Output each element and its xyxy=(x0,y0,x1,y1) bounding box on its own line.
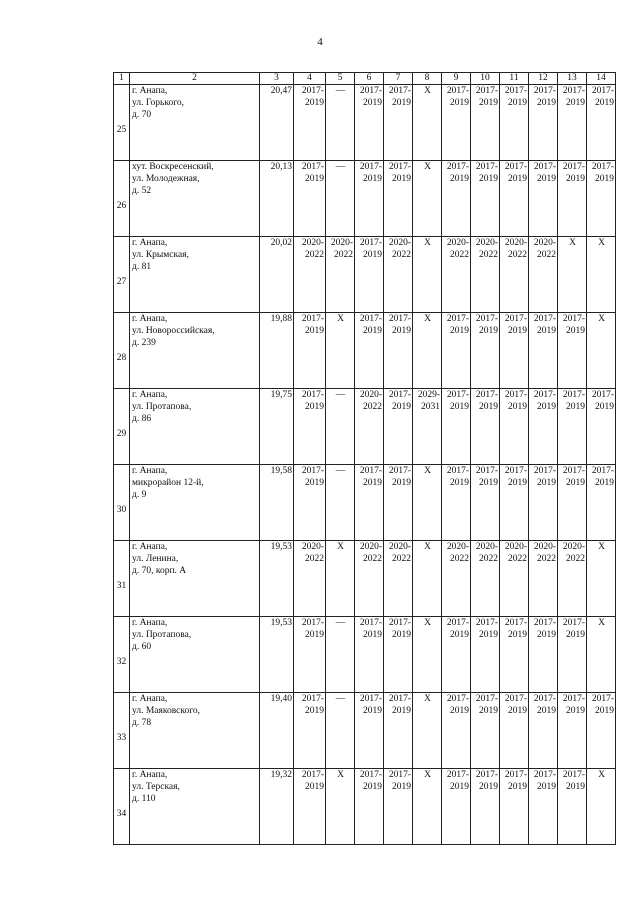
value-cell-col-4: 2017-2019 xyxy=(294,769,326,845)
column-header-9: 9 xyxy=(442,73,471,85)
address-line: ул. Протапова, xyxy=(132,402,192,412)
column-header-14: 14 xyxy=(587,73,616,85)
value-cell-col-7: 2017-2019 xyxy=(384,161,413,237)
address-line: ул. Терская, xyxy=(132,782,180,792)
value-cell-col-6: 2017-2019 xyxy=(355,465,384,541)
address-line: д. 81 xyxy=(132,262,152,272)
value-cell-col-8: X xyxy=(413,237,442,313)
value-cell-col-8: X xyxy=(413,313,442,389)
column-header-10: 10 xyxy=(471,73,500,85)
table-row xyxy=(114,161,616,237)
table-row xyxy=(114,693,616,769)
row-number: 29 xyxy=(114,389,130,465)
value-cell-col-7: 2017-2019 xyxy=(384,313,413,389)
value-cell-col-3: 19,53 xyxy=(260,617,294,693)
address-line: ул. Ленина, xyxy=(132,554,179,564)
value-cell-col-6: 2017-2019 xyxy=(355,617,384,693)
table-row xyxy=(114,465,616,541)
value-cell-col-4: 2017-2019 xyxy=(294,161,326,237)
address-line: д. 70 xyxy=(132,110,152,120)
value-cell-col-3: 20,47 xyxy=(260,85,294,161)
value-cell-col-5: — xyxy=(326,617,355,693)
column-header-2: 2 xyxy=(130,73,260,85)
address-line: г. Анапа, xyxy=(132,86,168,96)
column-header-7: 7 xyxy=(384,73,413,85)
value-cell-col-14: 2017-2019 xyxy=(587,465,616,541)
value-cell-col-12: 2017-2019 xyxy=(529,389,558,465)
value-cell-col-4: 2017-2019 xyxy=(294,313,326,389)
address-line: ул. Маяковского, xyxy=(132,706,201,716)
table-row xyxy=(114,389,616,465)
value-cell-col-9: 2020-2022 xyxy=(442,237,471,313)
column-number-row xyxy=(114,73,616,85)
address-line: микрорайон 12-й, xyxy=(132,478,204,488)
value-cell-col-8: X xyxy=(413,617,442,693)
address-line: г. Анапа, xyxy=(132,618,168,628)
address-line: д. 239 xyxy=(132,338,156,348)
value-cell-col-12: 2020-2022 xyxy=(529,541,558,617)
address-line: д. 9 xyxy=(132,490,147,500)
address-line: д. 78 xyxy=(132,718,152,728)
value-cell-col-5: X xyxy=(326,541,355,617)
value-cell-col-4: 2017-2019 xyxy=(294,85,326,161)
value-cell-col-8: X xyxy=(413,769,442,845)
address-line: г. Анапа, xyxy=(132,694,168,704)
value-cell-col-10: 2017-2019 xyxy=(471,389,500,465)
value-cell-col-6: 2020-2022 xyxy=(355,541,384,617)
row-number: 31 xyxy=(114,541,130,617)
row-number: 27 xyxy=(114,237,130,313)
value-cell-col-7: 2017-2019 xyxy=(384,617,413,693)
value-cell-col-10: 2020-2022 xyxy=(471,237,500,313)
value-cell-col-4: 2020-2022 xyxy=(294,541,326,617)
value-cell-col-8: 2029-2031 xyxy=(413,389,442,465)
value-cell-col-10: 2017-2019 xyxy=(471,85,500,161)
address-cell xyxy=(130,617,260,693)
column-header-5: 5 xyxy=(326,73,355,85)
value-cell-col-12: 2017-2019 xyxy=(529,693,558,769)
value-cell-col-8: X xyxy=(413,85,442,161)
value-cell-col-13: 2017-2019 xyxy=(558,85,587,161)
address-cell xyxy=(130,465,260,541)
address-line: ул. Крымская, xyxy=(132,250,189,260)
value-cell-col-9: 2017-2019 xyxy=(442,693,471,769)
value-cell-col-3: 19,75 xyxy=(260,389,294,465)
value-cell-col-10: 2017-2019 xyxy=(471,465,500,541)
value-cell-col-11: 2017-2019 xyxy=(500,161,529,237)
row-number: 30 xyxy=(114,465,130,541)
value-cell-col-11: 2017-2019 xyxy=(500,465,529,541)
value-cell-col-9: 2020-2022 xyxy=(442,541,471,617)
value-cell-col-5: — xyxy=(326,389,355,465)
value-cell-col-10: 2017-2019 xyxy=(471,617,500,693)
repair-schedule-table xyxy=(113,72,616,845)
value-cell-col-11: 2017-2019 xyxy=(500,693,529,769)
value-cell-col-6: 2017-2019 xyxy=(355,85,384,161)
row-number: 28 xyxy=(114,313,130,389)
value-cell-col-14: X xyxy=(587,617,616,693)
address-line: ул. Протапова, xyxy=(132,630,192,640)
value-cell-col-8: X xyxy=(413,465,442,541)
value-cell-col-12: 2020-2022 xyxy=(529,237,558,313)
value-cell-col-13: 2017-2019 xyxy=(558,389,587,465)
column-header-11: 11 xyxy=(500,73,529,85)
value-cell-col-14: X xyxy=(587,313,616,389)
value-cell-col-8: X xyxy=(413,541,442,617)
value-cell-col-14: X xyxy=(587,541,616,617)
column-header-1: 1 xyxy=(114,73,130,85)
address-cell xyxy=(130,693,260,769)
value-cell-col-4: 2020-2022 xyxy=(294,237,326,313)
page-number: 4 xyxy=(317,36,323,48)
address-cell xyxy=(130,237,260,313)
address-cell xyxy=(130,541,260,617)
value-cell-col-9: 2017-2019 xyxy=(442,389,471,465)
value-cell-col-5: X xyxy=(326,313,355,389)
value-cell-col-4: 2017-2019 xyxy=(294,389,326,465)
value-cell-col-14: 2017-2019 xyxy=(587,161,616,237)
column-header-13: 13 xyxy=(558,73,587,85)
column-header-4: 4 xyxy=(294,73,326,85)
value-cell-col-13: 2017-2019 xyxy=(558,465,587,541)
address-cell xyxy=(130,769,260,845)
column-header-6: 6 xyxy=(355,73,384,85)
value-cell-col-13: 2017-2019 xyxy=(558,617,587,693)
value-cell-col-9: 2017-2019 xyxy=(442,617,471,693)
value-cell-col-4: 2017-2019 xyxy=(294,617,326,693)
value-cell-col-11: 2017-2019 xyxy=(500,85,529,161)
value-cell-col-11: 2017-2019 xyxy=(500,769,529,845)
value-cell-col-11: 2017-2019 xyxy=(500,617,529,693)
value-cell-col-12: 2017-2019 xyxy=(529,465,558,541)
value-cell-col-12: 2017-2019 xyxy=(529,85,558,161)
value-cell-col-14: 2017-2019 xyxy=(587,85,616,161)
value-cell-col-8: X xyxy=(413,161,442,237)
value-cell-col-6: 2017-2019 xyxy=(355,769,384,845)
value-cell-col-10: 2017-2019 xyxy=(471,313,500,389)
value-cell-col-3: 20,02 xyxy=(260,237,294,313)
value-cell-col-6: 2017-2019 xyxy=(355,313,384,389)
row-number: 32 xyxy=(114,617,130,693)
value-cell-col-3: 19,40 xyxy=(260,693,294,769)
value-cell-col-11: 2017-2019 xyxy=(500,313,529,389)
value-cell-col-5: — xyxy=(326,465,355,541)
address-line: д. 70, корп. А xyxy=(132,566,187,576)
row-number: 33 xyxy=(114,693,130,769)
value-cell-col-10: 2017-2019 xyxy=(471,693,500,769)
value-cell-col-3: 19,58 xyxy=(260,465,294,541)
value-cell-col-12: 2017-2019 xyxy=(529,617,558,693)
value-cell-col-14: X xyxy=(587,237,616,313)
value-cell-col-12: 2017-2019 xyxy=(529,769,558,845)
address-line: ул. Молодежная, xyxy=(132,174,200,184)
table-row xyxy=(114,617,616,693)
address-line: д. 110 xyxy=(132,794,156,804)
value-cell-col-7: 2017-2019 xyxy=(384,769,413,845)
table-row xyxy=(114,769,616,845)
value-cell-col-14: 2017-2019 xyxy=(587,693,616,769)
value-cell-col-3: 19,32 xyxy=(260,769,294,845)
value-cell-col-7: 2020-2022 xyxy=(384,237,413,313)
address-line: г. Анапа, xyxy=(132,466,168,476)
address-cell xyxy=(130,85,260,161)
value-cell-col-5: 2020-2022 xyxy=(326,237,355,313)
value-cell-col-13: 2017-2019 xyxy=(558,313,587,389)
value-cell-col-9: 2017-2019 xyxy=(442,465,471,541)
value-cell-col-7: 2017-2019 xyxy=(384,693,413,769)
value-cell-col-5: — xyxy=(326,693,355,769)
table-body xyxy=(114,85,616,845)
value-cell-col-10: 2020-2022 xyxy=(471,541,500,617)
row-number: 26 xyxy=(114,161,130,237)
address-line: г. Анапа, xyxy=(132,542,168,552)
value-cell-col-13: X xyxy=(558,237,587,313)
value-cell-col-12: 2017-2019 xyxy=(529,161,558,237)
address-cell xyxy=(130,161,260,237)
address-line: ул. Новороссийская, xyxy=(132,326,215,336)
value-cell-col-5: — xyxy=(326,85,355,161)
value-cell-col-6: 2017-2019 xyxy=(355,693,384,769)
address-line: г. Анапа, xyxy=(132,390,168,400)
value-cell-col-9: 2017-2019 xyxy=(442,85,471,161)
value-cell-col-13: 2020-2022 xyxy=(558,541,587,617)
value-cell-col-7: 2020-2022 xyxy=(384,541,413,617)
value-cell-col-9: 2017-2019 xyxy=(442,313,471,389)
value-cell-col-11: 2020-2022 xyxy=(500,541,529,617)
value-cell-col-8: X xyxy=(413,693,442,769)
value-cell-col-10: 2017-2019 xyxy=(471,161,500,237)
table-row xyxy=(114,541,616,617)
address-line: д. 60 xyxy=(132,642,152,652)
address-cell xyxy=(130,313,260,389)
value-cell-col-11: 2017-2019 xyxy=(500,389,529,465)
value-cell-col-10: 2017-2019 xyxy=(471,769,500,845)
value-cell-col-6: 2017-2019 xyxy=(355,237,384,313)
value-cell-col-14: X xyxy=(587,769,616,845)
column-header-8: 8 xyxy=(413,73,442,85)
value-cell-col-5: — xyxy=(326,161,355,237)
column-header-12: 12 xyxy=(529,73,558,85)
table-row xyxy=(114,313,616,389)
address-line: г. Анапа, xyxy=(132,770,168,780)
value-cell-col-14: 2017-2019 xyxy=(587,389,616,465)
table-row xyxy=(114,85,616,161)
table-row xyxy=(114,237,616,313)
value-cell-col-7: 2017-2019 xyxy=(384,389,413,465)
value-cell-col-4: 2017-2019 xyxy=(294,465,326,541)
address-line: г. Анапа, xyxy=(132,238,168,248)
value-cell-col-4: 2017-2019 xyxy=(294,693,326,769)
value-cell-col-13: 2017-2019 xyxy=(558,161,587,237)
value-cell-col-11: 2020-2022 xyxy=(500,237,529,313)
value-cell-col-3: 19,88 xyxy=(260,313,294,389)
value-cell-col-13: 2017-2019 xyxy=(558,769,587,845)
value-cell-col-7: 2017-2019 xyxy=(384,465,413,541)
address-line: д. 86 xyxy=(132,414,152,424)
row-number: 34 xyxy=(114,769,130,845)
value-cell-col-13: 2017-2019 xyxy=(558,693,587,769)
address-cell xyxy=(130,389,260,465)
value-cell-col-3: 19,53 xyxy=(260,541,294,617)
value-cell-col-5: X xyxy=(326,769,355,845)
address-line: хут. Воскресенский, xyxy=(132,162,214,172)
address-line: ул. Горького, xyxy=(132,98,184,108)
address-line: г. Анапа, xyxy=(132,314,168,324)
column-header-3: 3 xyxy=(260,73,294,85)
value-cell-col-6: 2017-2019 xyxy=(355,161,384,237)
value-cell-col-7: 2017-2019 xyxy=(384,85,413,161)
value-cell-col-9: 2017-2019 xyxy=(442,769,471,845)
value-cell-col-12: 2017-2019 xyxy=(529,313,558,389)
row-number: 25 xyxy=(114,85,130,161)
value-cell-col-9: 2017-2019 xyxy=(442,161,471,237)
address-line: д. 52 xyxy=(132,186,152,196)
value-cell-col-6: 2020-2022 xyxy=(355,389,384,465)
value-cell-col-3: 20,13 xyxy=(260,161,294,237)
